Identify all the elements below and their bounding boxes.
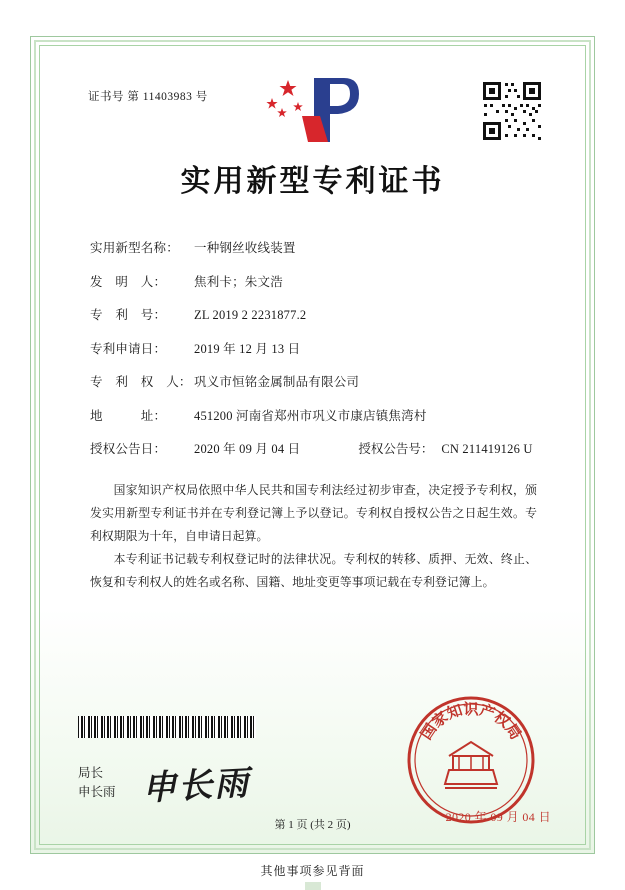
page-number: 第 1 页 (共 2 页) <box>274 819 351 831</box>
field-list <box>90 238 565 457</box>
patent-office-logo-icon <box>258 72 368 150</box>
field-row-utility-model-name <box>90 238 565 256</box>
field-row-patentee <box>90 372 565 390</box>
field-row-grant-announcement <box>90 439 565 457</box>
field-value-grant-number: CN 211419126 U <box>441 442 533 456</box>
director-title: 局长 <box>78 766 104 780</box>
field-label-grant-number: 授权公告号： <box>358 442 434 456</box>
field-value: 451200 河南省郑州市巩义市康店镇焦湾村 <box>194 408 427 423</box>
field-label: 实用新型名称： <box>90 241 179 255</box>
footer-mark <box>305 882 321 890</box>
director-block <box>78 764 116 803</box>
footer-note: 其他事项参见背面 <box>260 864 365 878</box>
qr-code-icon <box>481 80 543 142</box>
field-label: 地 址： <box>90 408 167 423</box>
document-title: 实用新型专利证书 <box>180 164 445 199</box>
field-value: 一种钢丝收线装置 <box>194 241 296 255</box>
paragraph-2: 本专利证书记载专利权登记时的法律状况。专利权的转移、质押、无效、终止、恢复和专利权人的姓名或名称、国籍、地址变更等事项记载在专利登记簿上。 <box>90 552 537 589</box>
field-row-application-date <box>90 339 565 357</box>
field-value: 2019 年 12 月 13 日 <box>194 341 301 356</box>
field-label: 专利申请日： <box>90 341 167 356</box>
certificate-footer-area <box>30 676 595 854</box>
svg-text:国家知识产权局: 国家知识产权局 <box>416 700 526 743</box>
legal-text <box>90 479 537 594</box>
seal-date: 2020 年 09 月 04 日 <box>445 810 551 824</box>
field-label: 专 利 号： <box>90 308 167 322</box>
field-value: 巩义市恒铭金属制品有限公司 <box>194 375 360 389</box>
certificate-header <box>60 58 565 150</box>
director-signature: 申长雨 <box>141 763 252 809</box>
director-name: 申长雨 <box>78 785 116 800</box>
certificate-content <box>30 36 595 854</box>
official-round-seal-icon <box>405 694 537 826</box>
field-label: 专 利 权 人： <box>90 375 192 389</box>
field-value: ZL 2019 2 2231877.2 <box>194 308 307 322</box>
field-row-address <box>90 406 565 424</box>
certificate-number: 证书号 第 11403983 号 <box>88 91 208 103</box>
field-value-grant-date: 2020 年 09 月 04 日 <box>194 442 301 456</box>
field-label: 发 明 人： <box>90 274 167 289</box>
field-row-patent-number <box>90 305 565 323</box>
field-row-inventor <box>90 272 565 290</box>
paragraph-1: 国家知识产权局依照中华人民共和国专利法经过初步审查，决定授予专利权，颁发实用新型专利证书并在专利登记簿上予以登记。专利权自授权公告之日起生效。专利权期限为十年，自申请日起算。 <box>90 483 537 543</box>
field-label-grant-date: 授权公告日： <box>90 442 167 456</box>
field-value: 焦利卡；朱文浩 <box>194 274 283 289</box>
barcode-icon <box>78 716 256 738</box>
